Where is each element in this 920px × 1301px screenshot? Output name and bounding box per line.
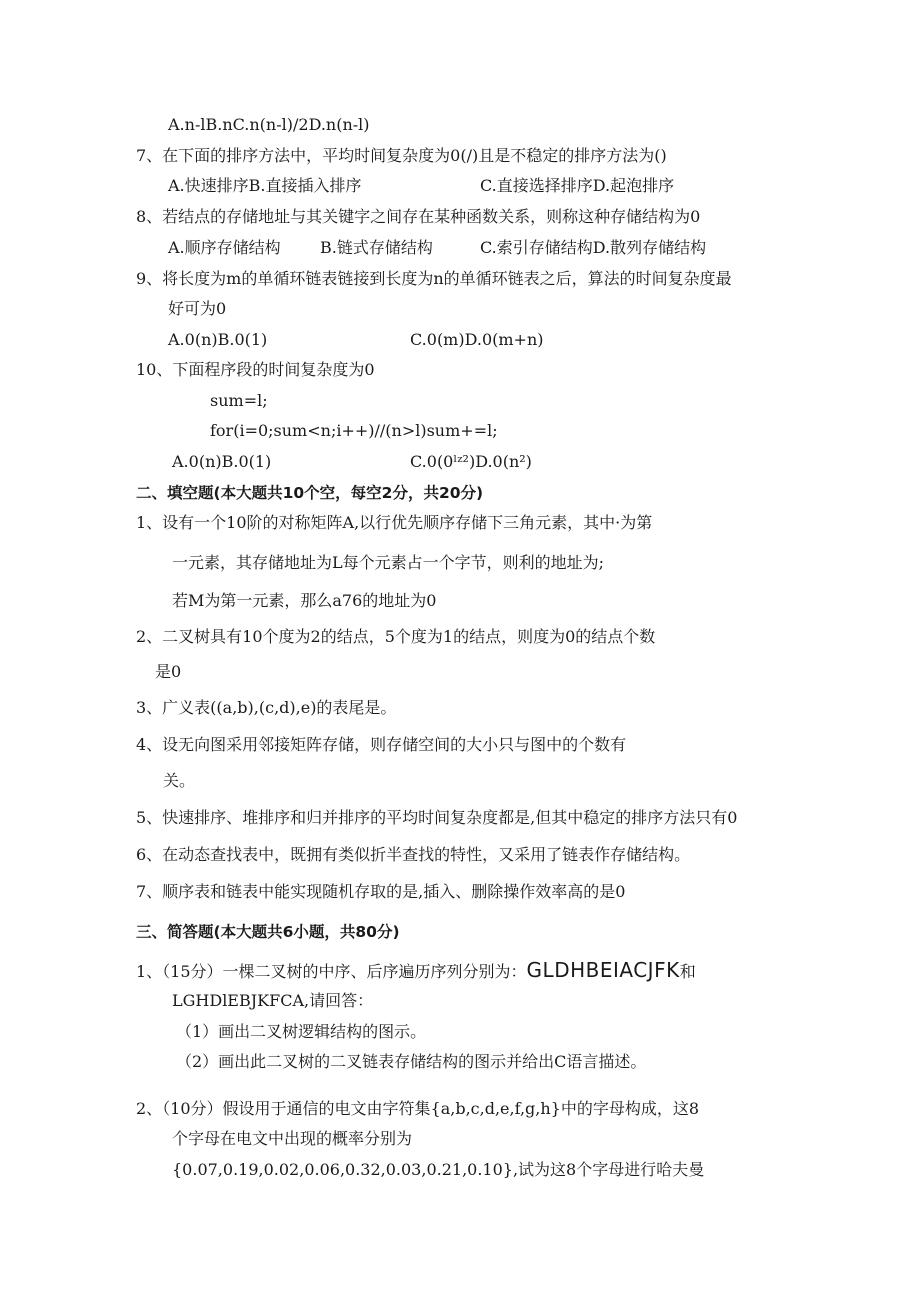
fill3: 3、广义表((a,b),(c,d),e)的表尾是。	[136, 698, 397, 717]
fill1-line1: 1、设有一个10阶的对称矩阵A,以行优先顺序存储下三角元素，其中·为第	[136, 513, 653, 532]
q10-options-ab: A.0(n)B.0(1)	[172, 452, 272, 471]
short2-line3: {0.07,0.19,0.02,0.06,0.32,0.03,0.21,0.10},试为这8个字母进行哈夫曼	[172, 1160, 705, 1179]
short1-and: 和	[679, 962, 696, 981]
q7-options-ab: A.快速排序B.直接插入排序	[168, 176, 362, 195]
fill4-line2: 关。	[163, 771, 196, 790]
q9-stem-line1: 9、将长度为m的单循环链表链接到长度为n的单循环链表之后，算法的时间复杂度最	[136, 269, 732, 288]
q8-option-a: A.顺序存储结构	[168, 238, 281, 257]
fill1-line2: 一元素，其存储地址为L每个元素占一个字节，则利的地址为;	[172, 553, 605, 572]
fill5: 5、快速排序、堆排序和归并排序的平均时间复杂度都是,但其中稳定的排序方法只有0	[136, 808, 738, 827]
q10-code-line2: for(i=0;sum<n;i++)//(n>l)sum+=l;	[210, 421, 498, 440]
short1-line1	[136, 960, 696, 982]
q8-options-cd: C.索引存储结构D.散列存储结构	[480, 238, 707, 257]
q8-option-b: B.链式存储结构	[320, 238, 433, 257]
fill6: 6、在动态查找表中，既拥有类似折半查找的特性，又采用了链表作存储结构。	[136, 845, 691, 864]
fill4-line1: 4、设无向图采用邻接矩阵存储，则存储空间的大小只与图中的个数有	[136, 735, 627, 754]
short2-line1: 2、（10分）假设用于通信的电文由字符集{a,b,c,d,e,f,g,h}中的字母构成，这8	[136, 1099, 700, 1118]
fill2-line2: 是0	[155, 662, 182, 681]
short2-line2: 个字母在电文中出现的概率分别为	[172, 1129, 413, 1148]
q9-options-cd: C.0(m)D.0(m+n)	[410, 330, 544, 349]
short1-inorder: GLDHBEIACJFK	[526, 958, 680, 982]
short1-prefix: 1、（15分）一棵二叉树的中序、后序遍历序列分别为：	[136, 962, 527, 981]
q9-stem-line2: 好可为0	[168, 299, 227, 318]
q9-options-ab: A.0(n)B.0(1)	[168, 330, 268, 349]
q10-code-line1: sum=l;	[210, 391, 268, 410]
short1-part1: （1）画出二叉树逻辑结构的图示。	[176, 1022, 427, 1041]
q10-stem: 10、下面程序段的时间复杂度为0	[136, 360, 375, 379]
fill1-line3: 若M为第一元素，那么a76的地址为0	[172, 591, 437, 610]
q7-options-cd: C.直接选择排序D.起泡排序	[480, 176, 675, 195]
short1-part2: （2）画出此二叉树的二叉链表存储结构的图示并给出C语言描述。	[176, 1052, 647, 1071]
section3-heading: 三、简答题(本大题共6小题，共80分)	[136, 923, 400, 941]
q7-stem: 7、在下面的排序方法中，平均时间复杂度为0(/)且是不稳定的排序方法为()	[136, 146, 667, 165]
q6-options: A.n-lB.nC.n(n-l)/2D.n(n-l)	[168, 115, 370, 134]
fill2-line1: 2、二叉树具有10个度为2的结点，5个度为1的结点，则度为0的结点个数	[136, 627, 656, 646]
q10-options-cd: C.0(0ˡᶻ²)D.0(n²)	[410, 452, 532, 471]
q8-stem: 8、若结点的存储地址与其关键字之间存在某种函数关系，则称这种存储结构为0	[136, 207, 701, 226]
short1-postorder: LGHDlEBJKFCA,请回答：	[172, 991, 374, 1010]
fill7: 7、顺序表和链表中能实现随机存取的是,插入、删除操作效率高的是0	[136, 882, 626, 901]
section2-heading: 二、填空题(本大题共10个空，每空2分，共20分)	[136, 484, 484, 502]
